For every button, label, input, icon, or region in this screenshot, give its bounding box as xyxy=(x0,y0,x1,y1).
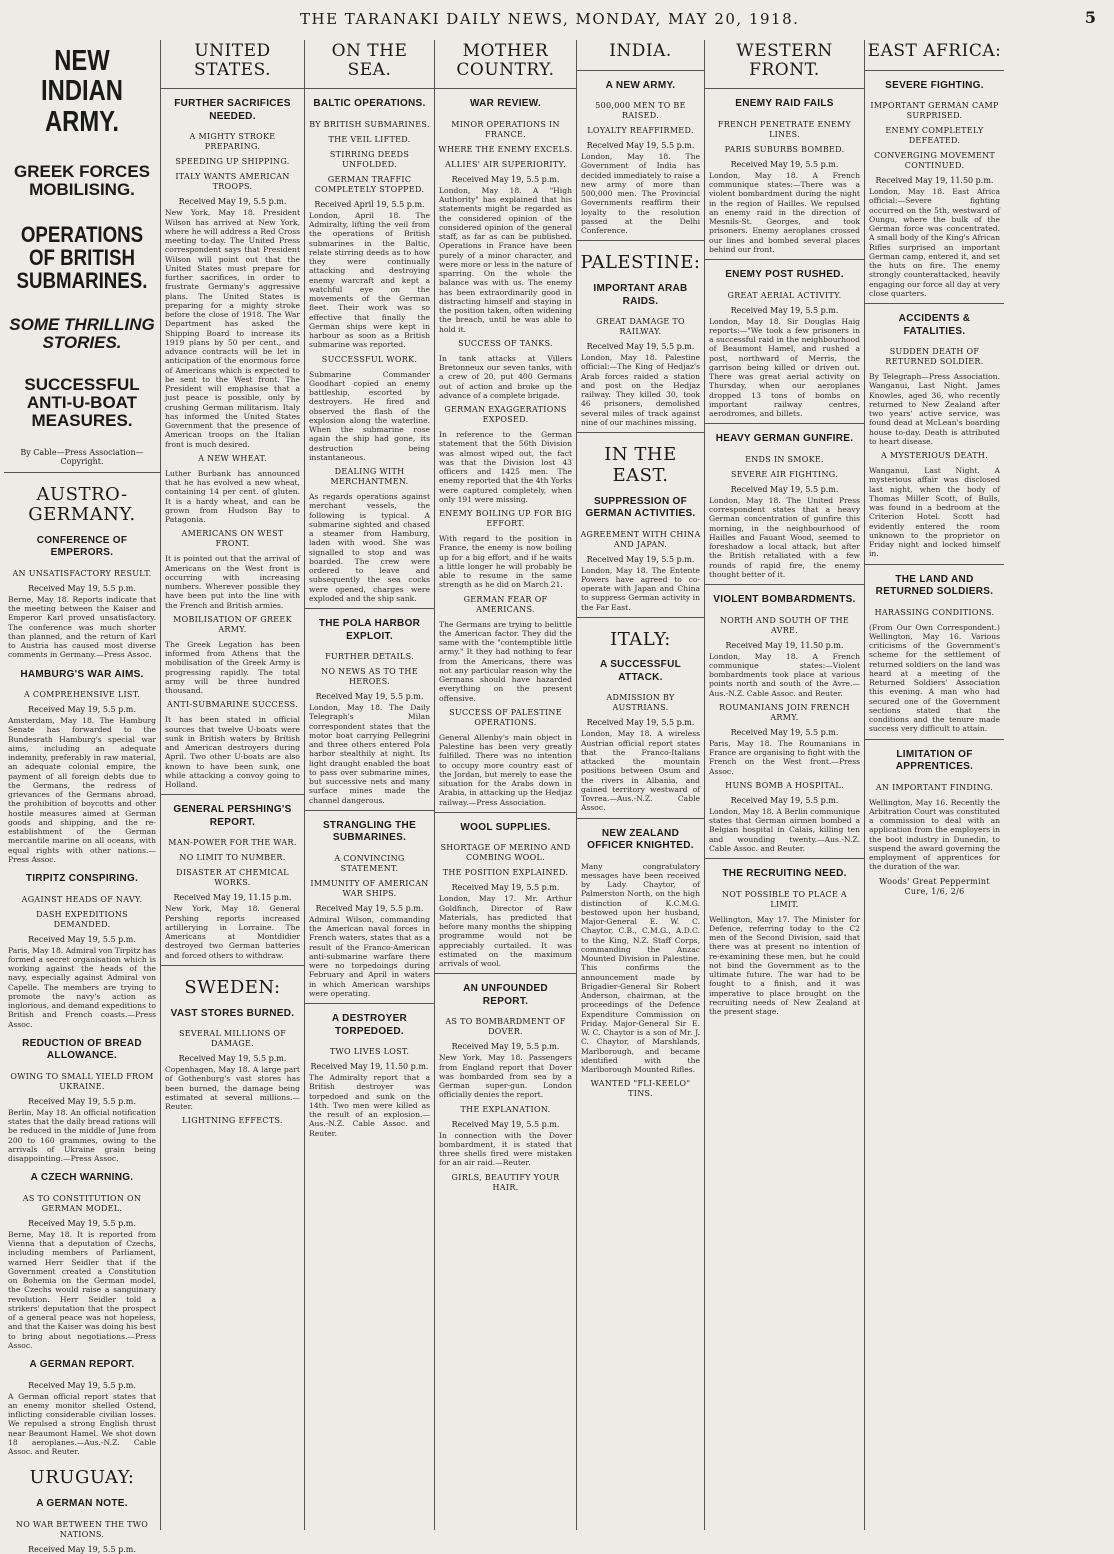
column-mother-country xyxy=(434,40,576,1530)
caption: AGREEMENT WITH CHINA AND JAPAN. xyxy=(580,529,701,549)
article-text: Berne, May 18. It is reported from Vienna that a deputation of Czechs, including members of Parliament, warned Herr Seidler that if the Government created a Constitution on Bohemia on the German model, the Czechs would raise a sanguinary revolution. Herr Seidler told a strikers' deputation that the prospect of a general peace was not hopeless, and that the Kaiser was doing his best to bring about negotiations.—Press Assoc. xyxy=(8,1229,156,1350)
article-text: New York, May 18. General Pershing reports increased artillerying in Lorraine. The Americans at Montdidier destroyed two German batteries and forced others to withdraw. xyxy=(165,904,300,960)
caption: SUCCESS OF TANKS. xyxy=(458,338,553,348)
article-text: By Telegraph—Press Association. Wanganui, Last Night. James Knowles, aged 36, who recently returned to New Zealand after two years' active service, was found dead at McLean's boarding house to-day. Death is attributed to heart disease. xyxy=(869,372,1000,446)
caption: NOT POSSIBLE TO PLACE A LIMIT. xyxy=(721,889,848,909)
subhead: NEW ZEALAND OFFICER KNIGHTED. xyxy=(587,827,694,852)
subhead: GENERAL PERSHING'S REPORT. xyxy=(173,804,292,828)
divider xyxy=(305,1003,434,1004)
caption: WHERE THE ENEMY EXCELS. xyxy=(438,144,573,154)
dateline: Received May 19, 5.5 p.m. xyxy=(315,692,424,702)
subhead: VIOLENT BOMBARDMENTS. xyxy=(713,594,856,606)
dateline: Received May 19, 5.5 p.m. xyxy=(451,1119,560,1129)
article-text: Admiral Wilson, commanding the American naval forces in French waters, states that as a result of the Franco-American anti-submarine warfare there were no torpedoings during February and April in waters in which American warships were operating. xyxy=(309,914,430,998)
divider xyxy=(865,303,1004,304)
column-on-the-sea xyxy=(304,40,434,1530)
dateline: Received May 19, 5.5 p.m. xyxy=(586,554,695,564)
article-text: Paris, May 18. Admiral von Tirpitz has formed a secret organisation which is working against the heads of the navy, especially against Admiral von Capelle. The members are trying to promote the navy's action as inglorious, and demand expeditions to British and French coasts.—Press Assoc. xyxy=(8,945,156,1029)
subhead: WAR REVIEW. xyxy=(469,98,542,110)
section-italy: ITALY: xyxy=(610,628,671,650)
dateline: Received May 19, 5.5 p.m. xyxy=(28,1380,136,1390)
divider xyxy=(161,88,304,89)
divider xyxy=(705,259,864,260)
section-western-front: WESTERN FRONT. xyxy=(736,41,833,80)
dateline: Received May 19, 11.50 p.m. xyxy=(310,1062,429,1072)
article-text: In connection with the Dover bombardment, it is stated that three shells fired were mistaken for an air raid.—Reuter. xyxy=(439,1130,572,1168)
caption: GERMAN TRAFFIC COMPLETELY STOPPED. xyxy=(314,174,425,194)
caption: MOBILISATION OF GREEK ARMY. xyxy=(173,614,292,634)
article-text: The Admiralty report that a British destroyer was torpedoed and sunk on the 14th. Two men were killed as the result of an explosion.—Aus.-N.Z. Cable Assoc. and Reuter. xyxy=(309,1073,430,1138)
subhead: A GERMAN NOTE. xyxy=(36,1498,128,1510)
dateline: Received May 19, 5.5 p.m. xyxy=(28,934,136,944)
article-text: It is pointed out that the arrival of Americans on the West front is occurring with increasing numbers. Wherever possible they have been put into the line with the French and British armies. xyxy=(165,554,300,610)
caption: WANTED "FLI-KEELO" TINS. xyxy=(590,1079,691,1099)
article-text: London, May 18. A French communique states:—There was a violent bombardment during the night in the region of Hailles. We repulsed an enemy raid in the direction of Mesnils-St. Georges, and took prisoners. Enemy aeroplanes crossed our lines and bombed several places behind our front. xyxy=(709,170,860,254)
column-lead xyxy=(4,40,160,1554)
article-text: London, April 18. The Admiralty, lifting the veil from the operations of British submarines in the Baltic, relate stirring deeds as to how they were continually attacking and destroying enemy warcraft and kept a watchful eye on the movements of the German fleet. Their work was so effective that finally the German ships were kept in harbour as soon as a British submarine was reported. xyxy=(309,210,430,350)
subhead: THE RECRUITING NEED. xyxy=(722,868,847,880)
caption: ENEMY COMPLETELY DEFEATED. xyxy=(885,126,984,146)
article-text: New York, May 18. President Wilson has arrived at New York, where he will address a Red Cross meeting to-day. The United Press correspondent says that President Wilson will point out that the United States must prepare for further sacrifices, in order to frustrate Germany's aggressive plans. The United States is preparing for a mighty stroke before the close of 1918. The War Department has asked the Shipping Board to increase its 1919 plans by 50 per cent., and advance contracts will be let in anticipation of the enormous force of Americans which is expected to be sent to the West front. The President will emphasise that a just peace is possible, only by crushing German militarism. Italy has informed the United States Government that the presence of American troops on the Italian front is much desired. xyxy=(165,208,300,449)
caption: NO LIMIT TO NUMBER. xyxy=(179,853,286,863)
caption: STIRRING DEEDS UNFOLDED. xyxy=(329,149,410,169)
caption: DISASTER AT CHEMICAL WORKS. xyxy=(176,868,289,888)
dateline: Received May 19, 5.5 p.m. xyxy=(28,1544,136,1554)
caption: A CONVINCING STATEMENT. xyxy=(334,853,405,873)
divider xyxy=(435,973,576,974)
divider xyxy=(865,739,1004,740)
article-text: London, May 18. A Berlin communique states that German airmen bombed a Belgian hospital in Calais, killing ten and wounding twenty.—Aus.-N.Z. Cable Assoc. and Reuter. xyxy=(709,806,860,853)
dateline: Received May 19, 5.5 p.m. xyxy=(586,342,695,352)
section-mother-country: MOTHER COUNTRY. xyxy=(456,41,555,80)
column-western-front xyxy=(704,40,864,1530)
subhead: ENEMY RAID FAILS xyxy=(735,98,834,110)
article-text: Wanganui, Last Night. A mysterious affair was disclosed last night, when the body of Thomas Miller Scott, of Bulls, was found in a bedroom at the Criterion Hotel. Scott had evidently entered the room unknown to the proprietor on Friday night and locked himself in. xyxy=(869,466,1000,559)
dateline: Received May 19, 5.5 p.m. xyxy=(730,305,839,315)
section-united-states: UNITED STATES. xyxy=(193,41,272,80)
byline: By Cable—Press Association—Copyright. xyxy=(20,447,144,466)
caption: AMERICANS ON WEST FRONT. xyxy=(181,529,284,549)
article-text: In reference to the German statement that the 56th Division was almost wiped out, the fact was that the Division lost 43 officers and 1425 men. The enemy reported that the 4th Yorks were captured completely, when only 191 were missing. xyxy=(439,430,572,504)
subhead: WOOL SUPPLIES. xyxy=(460,821,551,833)
article-text: New York, May 18. Passengers from England report that Dover was bombarded from sea by a German super-gun. London officially denies the report. xyxy=(439,1053,572,1100)
divider xyxy=(577,432,704,433)
caption: DASH EXPEDITIONS DEMANDED. xyxy=(36,909,128,929)
caption: ROUMANIANS JOIN FRENCH ARMY. xyxy=(719,702,850,722)
subhead: SEVERE FIGHTING. xyxy=(885,79,984,91)
divider xyxy=(305,608,434,609)
article-text: Wellington, May 16. Recently the Arbitration Court was constituted a commission to deal with an application from the employers in the boot industry in Dunedin, to suspend the award governing the employment of apprentices for the duration of the war. xyxy=(869,797,1000,872)
headline-thrilling-stories: SOME THRILLING STORIES. xyxy=(9,315,155,353)
caption: ITALY WANTS AMERICAN TROOPS. xyxy=(175,172,290,192)
caption: NO NEWS AS TO THE HEROES. xyxy=(321,667,418,687)
divider xyxy=(161,965,304,966)
divider xyxy=(865,564,1004,565)
column-united-states xyxy=(160,40,304,1530)
subhead: STRANGLING THE SUBMARINES. xyxy=(322,819,417,844)
dateline: Received May 19, 5.5 p.m. xyxy=(730,727,839,737)
subhead: THE LAND AND RETURNED SOLDIERS. xyxy=(875,573,994,598)
caption: LIGHTNING EFFECTS. xyxy=(182,1116,283,1126)
article-text: London, May 18. A "High Authority" has explained that his statements might be regarded as the considered opinion of the considered opinion of the general staff, as far as can be published. Operations in France have been purely of a minor character, and were more or less in the nature of sparring. On the whole the balance was with us. The enemy has been extraordinarily good in distracting himself and staying in the position taken, often widening the breach, until he was able to hold it. xyxy=(439,185,572,334)
article-text: (From Our Own Correspondent.) Wellington, May 16. Various criticisms of the Government's scheme for the settlement of returned soldiers on the land was heard at a meeting of the Returned Soldiers' Association this evening. A man who had secured one of the Government sections stated that the conditions and the tenure made success very difficult to attain. xyxy=(869,622,1000,734)
caption: HUNS BOMB A HOSPITAL. xyxy=(725,780,844,790)
article-text: With regard to the position in France, the enemy is now boiling up for a big effort, and if he waits a little longer he will probably be able to resume in the same strength as he did on March 21. xyxy=(439,534,572,590)
dateline: Received May 19, 5.5 p.m. xyxy=(451,883,560,893)
article-text: It has been stated in official sources that twelve U-boats were sunk in British waters by British and American destroyers during April. Two other U-boats are also known to have been sunk, one while attacking a convoy going to Holland. xyxy=(165,715,300,790)
dateline: Received May 19, 5.5 p.m. xyxy=(730,795,839,805)
article-text: London, May 17. Mr. Arthur Goldfinch, Director of Raw Materials, has predicted that before many months the shipping programme would not be appreciably curtailed. It was estimated on the maximum arrivals of wool. xyxy=(439,894,572,969)
divider xyxy=(705,858,864,859)
article-text: General Allenby's main object in Palestine has been very greatly fulfilled. There was no intention to occupy more country east of the Jordan, but merely to ease the situation for the Arabs down in Arabia, in attacking up the Hedjaz railway.—Press Association. xyxy=(439,732,572,807)
caption: IMMUNITY OF AMERICAN WAR SHIPS. xyxy=(310,878,429,898)
caption: A COMPREHENSIVE LIST. xyxy=(23,690,140,700)
subhead: ACCIDENTS & FATALITIES. xyxy=(898,313,971,337)
caption: ENEMY BOILING UP FOR BIG EFFORT. xyxy=(439,509,572,529)
caption: GREAT AERIAL ACTIVITY. xyxy=(727,290,842,300)
caption: GREAT DAMAGE TO RAILWAY. xyxy=(596,317,685,337)
caption: SUDDEN DEATH OF RETURNED SOLDIER. xyxy=(885,347,984,367)
section-palestine: PALESTINE: xyxy=(580,252,701,274)
subhead: TIRPITZ CONSPIRING. xyxy=(25,873,139,885)
footer-ad: Woods' Great Peppermint Cure, 1/6, 2/6 xyxy=(879,876,990,896)
caption: PARIS SUBURBS BOMBED. xyxy=(724,144,845,154)
caption: ALLIES' AIR SUPERIORITY. xyxy=(445,159,566,169)
subhead: THE POLA HARBOR EXPLOIT. xyxy=(318,618,421,642)
caption: AN UNSATISFACTORY RESULT. xyxy=(12,568,152,578)
article-text: Many congratulatory messages have been received by Lady Chaytor, of Palmerston North, on the high distinction of K.C.M.G. bestowed upon her husband, Major-General E. W. C. Chaytor, C.B., C.M.G., A.D.C. to the King, N.Z. Staff Corps, commanding the Anzac Mounted Division in Palestine. This confirms the announcement made by Brigadier-General Sir Robert Anderson, chairman, at the proceedings of the Defence Expenditure Commission on Friday. Major-General Sir E. W. C. Chaytor is a son of Mr. J. C. Chaytor, of Marshlands, Marlborough, and became identified with the Marlborough Mounted Rifles. xyxy=(581,861,700,1075)
caption: ENDS IN SMOKE. xyxy=(745,454,824,464)
article-text: London, May 18. The Daily Telegraph's Milan correspondent states that the motor boat carrying Pellegrini and three others entered Pola harbor stealthily at night. Its light draught enabled the boat to pass over submarine mines, but successive nets and many surface mines made the channel dangerous. xyxy=(309,703,430,805)
section-on-the-sea: ON THE SEA. xyxy=(331,41,408,80)
caption: AS TO CONSTITUTION ON GERMAN MODEL. xyxy=(22,1193,142,1213)
caption: AGAINST HEADS OF NAVY. xyxy=(21,894,143,904)
caption: MINOR OPERATIONS IN FRANCE. xyxy=(451,119,560,139)
caption: FURTHER DETAILS. xyxy=(325,652,414,662)
masthead-title: THE TARANAKI DAILY NEWS, MONDAY, MAY 20, 1918. xyxy=(300,10,800,28)
dateline: Received May 19, 5.5 p.m. xyxy=(451,174,560,184)
dateline: Received May 19, 5.5 p.m. xyxy=(28,1218,136,1228)
caption: SEVERE AIR FIGHTING. xyxy=(730,469,839,479)
dateline: Received May 19, 5.5 p.m. xyxy=(451,1042,560,1052)
caption: BY BRITISH SUBMARINES. xyxy=(309,119,430,129)
headline-new-indian-army: NEW INDIAN ARMY. xyxy=(41,45,123,138)
caption: GERMAN FEAR OF AMERICANS. xyxy=(463,594,548,614)
headline-anti-u-boat: SUCCESSFUL ANTI-U-BOAT MEASURES. xyxy=(24,374,140,430)
article-text: As regards operations against merchant vessels, the following is typical. A submarine sighted and chased a steamer from Hamburg, laden with wood. She was signalled to stop and was boarded. The crew were ordered to leave and subsequently the sea cocks were opened, charges were exploded and the ship sank. xyxy=(309,492,430,603)
section-austro-germany: AUSTRO-GERMANY. xyxy=(28,483,136,526)
article-text: London, May 18. A wireless Austrian official report states that the Franco-Italians attacked the mountain positions between Osum and the rivers in Albania, and gained territory westward of Tovrea.—Aus.-N.Z. Cable Assoc. xyxy=(581,729,700,813)
caption: SHORTAGE OF MERINO AND COMBING WOOL. xyxy=(440,843,571,863)
subhead: IMPORTANT ARAB RAIDS. xyxy=(593,283,688,307)
headline-british-submarines: OPERATIONS OF BRITISH SUBMARINES. xyxy=(16,222,148,294)
caption: FRENCH PENETRATE ENEMY LINES. xyxy=(717,119,852,139)
subhead: A GERMAN REPORT. xyxy=(29,1359,135,1371)
caption: SEVERAL MILLIONS OF DAMAGE. xyxy=(178,1029,287,1049)
caption: NORTH AND SOUTH OF THE AVRE. xyxy=(719,615,850,635)
dateline: Received May 19, 5.5 p.m. xyxy=(178,197,287,207)
section-india: INDIA. xyxy=(609,41,672,61)
divider xyxy=(161,794,304,795)
caption: SPEEDING UP SHIPPING. xyxy=(175,157,290,167)
divider xyxy=(435,88,576,89)
subhead: A NEW ARMY. xyxy=(605,79,676,91)
article-text: London, May 18. A French communique states:—Violent bombardments took place at various points north and south of the Avre.—Aus.-N.Z. Cable Assoc. and Reuter. xyxy=(709,651,860,698)
caption: GIRLS, BEAUTIFY YOUR HAIR. xyxy=(451,1172,560,1192)
headline-greek-forces: GREEK FORCES MOBILISING. xyxy=(13,162,151,200)
article-text: Paris, May 18. The Roumanians in France are organising to fight with the French on the West front.—Press Assoc. xyxy=(709,738,860,776)
dateline: Received May 19, 5.5 p.m. xyxy=(730,159,839,169)
section-in-the-east: IN THE EAST. xyxy=(604,444,677,486)
subhead: ENEMY POST RUSHED. xyxy=(725,269,844,281)
article-text: London, May 18. The Government of India has decided immediately to raise a new army of more than 500,000 men. The Provincial Governments reaffirm their loyalty to the resolution passed at the Delhi Conference. xyxy=(581,152,700,236)
caption: THE POSITION EXPLAINED. xyxy=(442,868,569,878)
divider xyxy=(577,70,704,71)
divider xyxy=(305,810,434,811)
subhead: CONFERENCE OF EMPERORS. xyxy=(36,534,128,559)
dateline: Received May 19, 5.5 p.m. xyxy=(730,484,839,494)
column-east-africa xyxy=(864,40,1004,1530)
section-east-africa: EAST AFRICA: xyxy=(867,41,1002,61)
caption: AN IMPORTANT FINDING. xyxy=(875,782,994,792)
dateline: Received May 19, 5.5 p.m. xyxy=(28,1096,136,1106)
divider xyxy=(705,88,864,89)
caption: OWING TO SMALL YIELD FROM UKRAINE. xyxy=(10,1071,154,1091)
caption: TWO LIVES LOST. xyxy=(329,1047,410,1057)
dateline: Received May 19, 5.5 p.m. xyxy=(586,141,695,151)
divider xyxy=(305,88,434,89)
dateline: Received May 19, 5.5 p.m. xyxy=(178,1054,287,1064)
subhead: HEAVY GERMAN GUNFIRE. xyxy=(715,433,854,445)
caption: NO WAR BETWEEN THE TWO NATIONS. xyxy=(15,1519,149,1539)
caption: A MIGHTY STROKE PREPARING. xyxy=(189,132,276,152)
caption: HARASSING CONDITIONS. xyxy=(874,607,995,617)
divider xyxy=(577,617,704,618)
article-text: London, May 18. Palestine official:—The King of Hedjaz's Arab forces raided a station and post on the Hedjaz railway. They killed 30, took 46 prisoners, demolished several miles of track against nine of our machines missing. xyxy=(581,353,700,427)
subhead: A DESTROYER TORPEDOED. xyxy=(331,1013,408,1037)
caption: A MYSTERIOUS DEATH. xyxy=(880,451,989,461)
article-text: A German official report states that an enemy monitor shelled Ostend, inflicting considerable civilian losses. We repulsed a strong English thrust near Beaumont Hamel. We shot down 18 aeroplanes.—Aus.-N.Z. Cable Assoc. and Reuter. xyxy=(8,1391,156,1457)
caption: MAN-POWER FOR THE WAR. xyxy=(168,838,297,848)
dateline: Received May 19, 5.5 p.m. xyxy=(28,705,136,715)
article-text: Berne, May 18. Reports indicate that the meeting between the Kaiser and Emperor Karl proved unsatisfactory. The conference was much shorter than planned, and the return of Karl to Austria has caused most diverse comments in Germany.—Press Assoc. xyxy=(8,594,156,660)
article-text: Copenhagen, May 18. A large part of Gothenburg's vast stores has been burned, the damage being estimated at several millions.—Reuter. xyxy=(165,1065,300,1112)
caption: IMPORTANT GERMAN CAMP SURPRISED. xyxy=(870,101,999,121)
section-uruguay: URUGUAY: xyxy=(29,1467,135,1489)
caption: AS TO BOMBARDMENT OF DOVER. xyxy=(445,1017,566,1037)
subhead: AN UNFOUNDED REPORT. xyxy=(463,983,548,1007)
article-text: Submarine Commander Goodhart copied an enemy battleship, escorted by destroyers. He fired and observed the flash of the explosion along the waterline. When the submarine rose again the ship had gone, its destruction being instantaneous. xyxy=(309,369,430,462)
column-india xyxy=(576,40,704,1530)
article-text: Wellington, May 17. The Minister for Defence, referring today to the C2 men of the Second Division, said that there was at present no intention of re-examining these men, but he could not bind the Government as to the ultimate future. The war had to be fought to a finish, and it was imperative to place brought on the recruiting needs of New Zealand at the present stage. xyxy=(709,914,860,1017)
subhead: REDUCTION OF BREAD ALLOWANCE. xyxy=(22,1037,142,1062)
caption: DEALING WITH MERCHANTMEN. xyxy=(330,467,409,487)
dateline: Received May 19, 11.15 p.m. xyxy=(173,893,292,903)
subhead: A CZECH WARNING. xyxy=(30,1172,134,1184)
divider xyxy=(577,818,704,819)
dateline: Received May 19, 5.5 p.m. xyxy=(28,583,136,593)
subhead: A SUCCESSFUL ATTACK. xyxy=(599,659,681,683)
dateline: Received April 19, 5.5 p.m. xyxy=(314,199,425,209)
caption: SUCCESSFUL WORK. xyxy=(321,354,418,364)
divider xyxy=(705,423,864,424)
dateline: Received May 19, 5.5 p.m. xyxy=(586,718,695,728)
caption: LOYALTY REAFFIRMED. xyxy=(587,126,694,136)
caption: ANTI-SUBMARINE SUCCESS. xyxy=(167,700,298,710)
divider xyxy=(435,812,576,813)
caption: 500,000 MEN TO BE RAISED. xyxy=(595,101,686,121)
divider xyxy=(577,240,704,241)
article-text: London, May 18. Sir Douglas Haig reports:—"We took a few prisoners in a successful raid in the neighbourhood of Beaumont Hamel, and rushed a post, northward of Merris, the garrison being killed or driven out. There was great aerial activity on Thursday, when our aeroplanes dropped 13 tons of bombs on important railway centres, aerodromes, and billets. xyxy=(709,316,860,419)
caption: ADMISSION BY AUSTRIANS. xyxy=(606,693,675,713)
caption: A NEW WHEAT. xyxy=(198,453,267,463)
subhead: FURTHER SACRIFICES NEEDED. xyxy=(174,98,291,122)
subhead: BALTIC OPERATIONS. xyxy=(313,98,426,110)
caption: SUCCESS OF PALESTINE OPERATIONS. xyxy=(449,707,562,727)
article-text: Berlin, May 18. An official notification states that the daily bread rations will be reduced in the middle of June from 200 to 160 grammes, owing to the arrivals of Ukraine grain being disappointing.—Press Assoc. xyxy=(8,1107,156,1164)
divider xyxy=(4,472,160,473)
dateline: Received May 19, 11.50 p.m. xyxy=(725,640,844,650)
article-text: London, May 18. The Entente Powers have agreed to co-operate with Japan and China to suppress German activity in the Far East. xyxy=(581,565,700,612)
subhead: LIMITATION OF APPRENTICES. xyxy=(895,748,974,773)
dateline: Received May 19, 11.50 p.m. xyxy=(875,176,994,186)
article-text: London, May 18. East Africa official:—Severe fighting occurred on the 5th, westward of Oungu, where the bulk of the German force was concentrated. A small body of the King's African Rifles surprised an important German camp, entered it, and set the huts on fire. The enemy strongly counterattacked, heavily engaging our force all day at very close quarters. xyxy=(869,187,1000,298)
dateline: Received May 19, 5.5 p.m. xyxy=(315,903,424,913)
subhead: HAMBURG'S WAR AIMS. xyxy=(20,668,144,680)
caption: THE VEIL LIFTED. xyxy=(328,134,411,144)
masthead xyxy=(0,10,1114,36)
article-text: In tank attacks at Villers Bretonneux our seven tanks, with a crew of 20, put 400 Germans out of action and broke up the advance of a complete brigade. xyxy=(439,353,572,400)
article-text: Amsterdam, May 18. The Hamburg Senate has forwarded to the Bundesrath Hamburg's special war aims, including an adequate indemnity, preferably in raw material, an adequate colonial empire, the payment of all foreign debts due to the Germans, the redress of grievances of the Germans abroad, the prohibition of boycotts and other hostile measures aimed at German goods and shipping, and the re-establishment of the German mercantile marine on all oceans, with equal rights with other nations.—Press Assoc. xyxy=(8,716,156,864)
divider xyxy=(865,70,1004,71)
subhead: VAST STORES BURNED. xyxy=(170,1007,295,1019)
subhead: SUPPRESSION OF GERMAN ACTIVITIES. xyxy=(585,495,696,519)
article-text: London, May 18. The United Press correspondent states that a heavy German concentration of gunfire this morning, in the neighbourhood of Hailles and Fauant Wood, seemed to foreshadow a local attack, but after the British retaliated with a few rounds of rapid fire, the enemy thought better of it. xyxy=(709,495,860,579)
article-text: The Germans are trying to belittle the American factor. They did the same with the "contemptible little army." It they had nothing to fear from the Americans, there was not any particular reason why the Germans should have hazarded everything on the present offensive. xyxy=(439,619,572,703)
caption: GERMAN EXAGGERATIONS EXPOSED. xyxy=(444,405,567,425)
article-text: The Greek Legation has been informed from Athens that the mobilisation of the Greek Army is progressing rapidly. The total army will be three hundred thousand. xyxy=(165,639,300,696)
page-number: 5 xyxy=(1084,8,1096,27)
article-text: Luther Burbank has announced that he has evolved a new wheat, containing 14 per cent. of gluten. It is a hardy wheat, and can be grown from Hudson Bay to Patagonia. xyxy=(165,468,300,525)
caption: CONVERGING MOVEMENT CONTINUED. xyxy=(873,151,996,171)
caption: THE EXPLANATION. xyxy=(460,1104,551,1114)
section-sweden: SWEDEN: xyxy=(184,976,281,998)
divider xyxy=(705,584,864,585)
